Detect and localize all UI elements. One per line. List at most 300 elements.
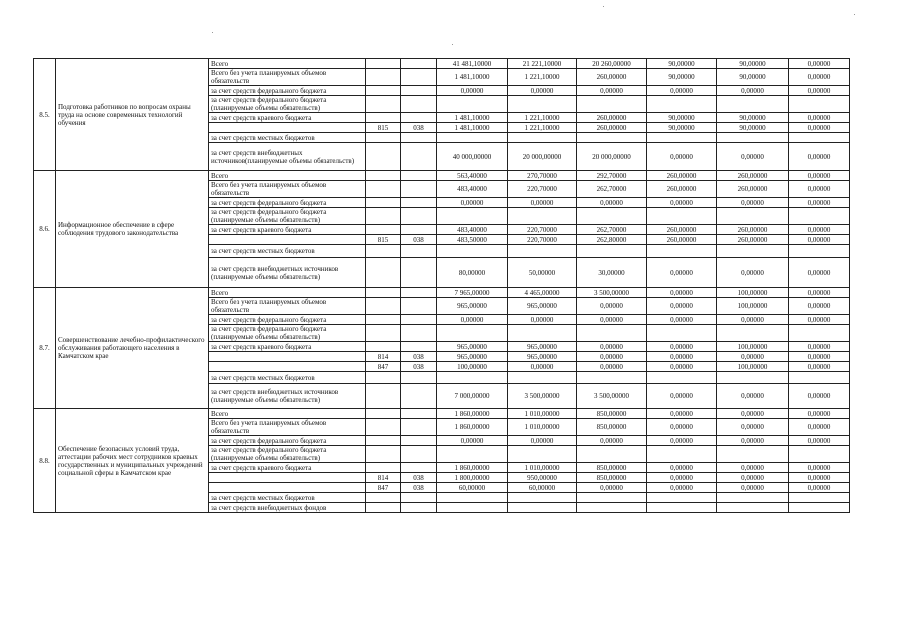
total-value: 1 860,00000 — [437, 419, 508, 436]
total-value: 1 481,10000 — [437, 69, 508, 86]
section-code — [401, 258, 437, 288]
grbs-code — [366, 198, 401, 208]
year3-value: 0,00000 — [647, 86, 717, 96]
section-code: 038 — [401, 235, 437, 245]
year2-value: 0,00000 — [577, 198, 647, 208]
funding-source: Всего — [209, 409, 366, 419]
year5-value: 0,00000 — [789, 86, 850, 96]
year3-value: 260,00000 — [647, 171, 717, 181]
grbs-code: 847 — [366, 483, 401, 493]
year1-value: 20 000,00000 — [508, 143, 577, 171]
section-code — [401, 325, 437, 342]
section-code: 038 — [401, 123, 437, 133]
year4-value — [717, 325, 789, 342]
funding-source: Всего без учета планируемых объемов обязательств — [209, 298, 366, 315]
funding-source: за счет средств местных бюджетов — [209, 372, 366, 384]
funding-source: за счет средств внебюджетных источников (планируемые объемы обязательств) — [209, 258, 366, 288]
year1-value: 1 010,00000 — [508, 419, 577, 436]
year5-value: 0,00000 — [789, 69, 850, 86]
year5-value: 0,00000 — [789, 171, 850, 181]
year3-value — [647, 325, 717, 342]
table-row — [34, 59, 850, 69]
section-code: 038 — [401, 483, 437, 493]
table-row — [34, 288, 850, 298]
funding-source: Всего без учета планируемых объемов обязательств — [209, 419, 366, 436]
year5-value: 0,00000 — [789, 463, 850, 473]
year1-value: 0,00000 — [508, 86, 577, 96]
year2-value: 260,00000 — [577, 123, 647, 133]
year3-value — [647, 133, 717, 143]
section-title: Подготовка работников по вопросам охраны труда на основе современных технологий обучения — [56, 59, 209, 171]
year4-value: 100,00000 — [717, 298, 789, 315]
funding-source: за счет средств федерального бюджета (планируемые объемы обязательств) — [209, 208, 366, 225]
year4-value: 100,00000 — [717, 362, 789, 372]
total-value: 1 860,00000 — [437, 409, 508, 419]
year1-value: 50,00000 — [508, 258, 577, 288]
grbs-code: 814 — [366, 352, 401, 362]
year4-value: 0,00000 — [717, 463, 789, 473]
year2-value — [577, 503, 647, 513]
year4-value: 0,00000 — [717, 86, 789, 96]
total-value: 7 000,00000 — [437, 384, 508, 409]
grbs-code — [366, 446, 401, 463]
year3-value — [647, 96, 717, 113]
section-code — [401, 96, 437, 113]
year3-value: 0,00000 — [647, 419, 717, 436]
section-number: 8.7. — [34, 288, 56, 409]
funding-source: за счет средств внебюджетных источников (планируемые объемы обязательств) — [209, 384, 366, 409]
year3-value: 0,00000 — [647, 483, 717, 493]
year5-value: 0,00000 — [789, 59, 850, 69]
year1-value — [508, 96, 577, 113]
year2-value: 0,00000 — [577, 342, 647, 352]
scan-speck — [212, 32, 213, 33]
total-value: 60,00000 — [437, 483, 508, 493]
year2-value — [577, 96, 647, 113]
year4-value — [717, 245, 789, 258]
year2-value: 20 260,00000 — [577, 59, 647, 69]
year2-value — [577, 446, 647, 463]
scan-speck — [603, 6, 604, 7]
year2-value: 262,80000 — [577, 235, 647, 245]
year1-value — [508, 503, 577, 513]
year2-value: 0,00000 — [577, 436, 647, 446]
year1-value — [508, 446, 577, 463]
year5-value: 0,00000 — [789, 143, 850, 171]
year2-value — [577, 372, 647, 384]
year3-value: 90,00000 — [647, 69, 717, 86]
grbs-code — [366, 315, 401, 325]
year5-value: 0,00000 — [789, 225, 850, 235]
section-number: 8.8. — [34, 409, 56, 513]
grbs-code — [366, 503, 401, 513]
year5-value: 0,00000 — [789, 362, 850, 372]
total-value: 483,40000 — [437, 181, 508, 198]
grbs-code — [366, 258, 401, 288]
year4-value — [717, 208, 789, 225]
grbs-code — [366, 208, 401, 225]
year1-value: 1 221,10000 — [508, 123, 577, 133]
year1-value: 220,70000 — [508, 235, 577, 245]
year5-value: 0,00000 — [789, 409, 850, 419]
year1-value — [508, 245, 577, 258]
total-value — [437, 245, 508, 258]
year3-value — [647, 503, 717, 513]
year1-value: 950,00000 — [508, 473, 577, 483]
year3-value: 0,00000 — [647, 288, 717, 298]
year4-value: 0,00000 — [717, 409, 789, 419]
year5-value — [789, 446, 850, 463]
total-value: 965,00000 — [437, 352, 508, 362]
year2-value — [577, 493, 647, 503]
grbs-code — [366, 288, 401, 298]
total-value: 1 481,10000 — [437, 113, 508, 123]
year2-value: 850,00000 — [577, 409, 647, 419]
grbs-code — [366, 59, 401, 69]
year1-value — [508, 208, 577, 225]
scan-speck — [452, 44, 453, 45]
year5-value: 0,00000 — [789, 315, 850, 325]
grbs-code — [366, 245, 401, 258]
total-value: 1 800,00000 — [437, 473, 508, 483]
year3-value: 260,00000 — [647, 181, 717, 198]
section-title: Информационное обеспечение в сфере соблюдения трудового законодательства — [56, 171, 209, 288]
section-code — [401, 419, 437, 436]
funding-source: за счет средств федерального бюджета (планируемые объемы обязательств) — [209, 96, 366, 113]
year4-value — [717, 493, 789, 503]
total-value: 965,00000 — [437, 342, 508, 352]
year5-value — [789, 245, 850, 258]
funding-source: за счет средств федерального бюджета — [209, 436, 366, 446]
total-value — [437, 503, 508, 513]
funding-source — [209, 235, 366, 245]
grbs-code — [366, 133, 401, 143]
year3-value — [647, 208, 717, 225]
section-code — [401, 143, 437, 171]
year5-value — [789, 208, 850, 225]
funding-source — [209, 352, 366, 362]
section-code: 038 — [401, 352, 437, 362]
year5-value: 0,00000 — [789, 473, 850, 483]
grbs-code — [366, 225, 401, 235]
section-code — [401, 113, 437, 123]
total-value — [437, 372, 508, 384]
section-title: Совершенствование лечебно-профилактического обслуживания работающего населения в Камчатском крае — [56, 288, 209, 409]
year3-value: 0,00000 — [647, 362, 717, 372]
total-value: 483,40000 — [437, 225, 508, 235]
year4-value — [717, 133, 789, 143]
funding-source — [209, 123, 366, 133]
year1-value — [508, 493, 577, 503]
year4-value: 0,00000 — [717, 352, 789, 362]
section-code — [401, 133, 437, 143]
year1-value: 0,00000 — [508, 315, 577, 325]
year3-value: 0,00000 — [647, 198, 717, 208]
year3-value — [647, 372, 717, 384]
year1-value: 1 221,10000 — [508, 113, 577, 123]
year1-value: 1 221,10000 — [508, 69, 577, 86]
year1-value: 4 465,00000 — [508, 288, 577, 298]
funding-source: за счет средств местных бюджетов — [209, 493, 366, 503]
year1-value: 220,70000 — [508, 181, 577, 198]
year5-value — [789, 96, 850, 113]
total-value: 0,00000 — [437, 436, 508, 446]
section-code — [401, 69, 437, 86]
year4-value: 0,00000 — [717, 483, 789, 493]
total-value — [437, 208, 508, 225]
year3-value: 0,00000 — [647, 258, 717, 288]
grbs-code: 815 — [366, 235, 401, 245]
year4-value: 0,00000 — [717, 258, 789, 288]
year2-value: 0,00000 — [577, 86, 647, 96]
year5-value: 0,00000 — [789, 288, 850, 298]
year5-value — [789, 503, 850, 513]
year5-value: 0,00000 — [789, 298, 850, 315]
year1-value — [508, 133, 577, 143]
year3-value: 0,00000 — [647, 315, 717, 325]
funding-source: Всего без учета планируемых объемов обязательств — [209, 181, 366, 198]
total-value: 563,40000 — [437, 171, 508, 181]
total-value: 41 481,10000 — [437, 59, 508, 69]
year2-value: 262,70000 — [577, 225, 647, 235]
year1-value: 965,00000 — [508, 298, 577, 315]
year3-value — [647, 245, 717, 258]
total-value: 483,50000 — [437, 235, 508, 245]
year4-value: 0,00000 — [717, 473, 789, 483]
year5-value: 0,00000 — [789, 258, 850, 288]
year5-value: 0,00000 — [789, 419, 850, 436]
year3-value: 0,00000 — [647, 342, 717, 352]
grbs-code — [366, 298, 401, 315]
funding-source: Всего без учета планируемых объемов обязательств — [209, 69, 366, 86]
section-code — [401, 315, 437, 325]
grbs-code — [366, 96, 401, 113]
grbs-code: 814 — [366, 473, 401, 483]
funding-source: за счет средств краевого бюджета — [209, 113, 366, 123]
total-value — [437, 446, 508, 463]
year3-value: 0,00000 — [647, 473, 717, 483]
year3-value: 0,00000 — [647, 436, 717, 446]
section-code — [401, 342, 437, 352]
year4-value: 0,00000 — [717, 384, 789, 409]
section-code — [401, 298, 437, 315]
grbs-code — [366, 493, 401, 503]
year4-value: 90,00000 — [717, 113, 789, 123]
year1-value — [508, 372, 577, 384]
year2-value: 0,00000 — [577, 362, 647, 372]
funding-source: за счет средств краевого бюджета — [209, 225, 366, 235]
year3-value: 0,00000 — [647, 298, 717, 315]
funding-source: за счет средств местных бюджетов — [209, 245, 366, 258]
section-code — [401, 288, 437, 298]
year4-value: 90,00000 — [717, 59, 789, 69]
year1-value: 220,70000 — [508, 225, 577, 235]
year4-value — [717, 446, 789, 463]
year4-value — [717, 503, 789, 513]
year1-value: 1 010,00000 — [508, 409, 577, 419]
total-value: 965,00000 — [437, 298, 508, 315]
year4-value — [717, 96, 789, 113]
section-title: Обеспечение безопасных условий труда, аттестации рабочих мест сотрудников краевых государственных и муниципальных учреждений социальной сферы в Камчатском крае — [56, 409, 209, 513]
section-code — [401, 245, 437, 258]
year4-value — [717, 372, 789, 384]
year2-value: 260,00000 — [577, 113, 647, 123]
section-code — [401, 409, 437, 419]
funding-source: за счет средств внебюджетных фондов — [209, 503, 366, 513]
year2-value — [577, 325, 647, 342]
year4-value: 260,00000 — [717, 181, 789, 198]
grbs-code — [366, 69, 401, 86]
section-code — [401, 463, 437, 473]
grbs-code — [366, 113, 401, 123]
year5-value: 0,00000 — [789, 113, 850, 123]
section-code — [401, 59, 437, 69]
section-code — [401, 384, 437, 409]
section-code — [401, 436, 437, 446]
total-value: 0,00000 — [437, 86, 508, 96]
funding-source: за счет средств федерального бюджета (планируемые объемы обязательств) — [209, 446, 366, 463]
section-number: 8.5. — [34, 59, 56, 171]
year4-value: 90,00000 — [717, 69, 789, 86]
year5-value — [789, 133, 850, 143]
total-value: 1 481,10000 — [437, 123, 508, 133]
grbs-code: 847 — [366, 362, 401, 372]
year2-value — [577, 208, 647, 225]
year5-value: 0,00000 — [789, 123, 850, 133]
year3-value — [647, 493, 717, 503]
grbs-code — [366, 463, 401, 473]
year3-value: 0,00000 — [647, 143, 717, 171]
section-code — [401, 446, 437, 463]
total-value — [437, 96, 508, 113]
funding-source: за счет средств федерального бюджета — [209, 86, 366, 96]
year5-value — [789, 493, 850, 503]
year1-value: 965,00000 — [508, 342, 577, 352]
year5-value: 0,00000 — [789, 342, 850, 352]
year4-value: 260,00000 — [717, 235, 789, 245]
year2-value: 262,70000 — [577, 181, 647, 198]
year2-value — [577, 133, 647, 143]
grbs-code — [366, 86, 401, 96]
year2-value: 3 500,00000 — [577, 384, 647, 409]
funding-source: за счет средств федерального бюджета (планируемые объемы обязательств) — [209, 325, 366, 342]
year2-value: 3 500,00000 — [577, 288, 647, 298]
year1-value: 0,00000 — [508, 198, 577, 208]
funding-source: за счет средств федерального бюджета — [209, 198, 366, 208]
section-code — [401, 208, 437, 225]
year4-value: 0,00000 — [717, 143, 789, 171]
year4-value: 100,00000 — [717, 288, 789, 298]
section-code — [401, 171, 437, 181]
funding-source: за счет средств краевого бюджета — [209, 463, 366, 473]
year5-value: 0,00000 — [789, 235, 850, 245]
year5-value: 0,00000 — [789, 436, 850, 446]
grbs-code — [366, 171, 401, 181]
funding-source: за счет средств местных бюджетов — [209, 133, 366, 143]
budget-table — [33, 58, 850, 513]
year2-value: 292,70000 — [577, 171, 647, 181]
year5-value — [789, 325, 850, 342]
grbs-code — [366, 325, 401, 342]
total-value — [437, 133, 508, 143]
year1-value: 0,00000 — [508, 362, 577, 372]
year5-value: 0,00000 — [789, 483, 850, 493]
total-value: 0,00000 — [437, 315, 508, 325]
year3-value: 260,00000 — [647, 235, 717, 245]
year3-value: 0,00000 — [647, 409, 717, 419]
grbs-code — [366, 419, 401, 436]
year2-value: 30,00000 — [577, 258, 647, 288]
section-code — [401, 86, 437, 96]
section-code — [401, 225, 437, 235]
year4-value: 260,00000 — [717, 171, 789, 181]
year2-value: 260,00000 — [577, 69, 647, 86]
scan-speck — [854, 14, 855, 15]
year2-value: 20 000,00000 — [577, 143, 647, 171]
year1-value: 0,00000 — [508, 436, 577, 446]
funding-source: за счет средств федерального бюджета — [209, 315, 366, 325]
grbs-code — [366, 384, 401, 409]
year5-value: 0,00000 — [789, 384, 850, 409]
total-value: 0,00000 — [437, 198, 508, 208]
total-value: 1 860,00000 — [437, 463, 508, 473]
grbs-code — [366, 409, 401, 419]
year1-value — [508, 325, 577, 342]
year1-value: 270,70000 — [508, 171, 577, 181]
year2-value: 0,00000 — [577, 352, 647, 362]
section-code: 038 — [401, 362, 437, 372]
year3-value: 90,00000 — [647, 123, 717, 133]
year2-value: 850,00000 — [577, 463, 647, 473]
table-row — [34, 409, 850, 419]
year3-value: 0,00000 — [647, 352, 717, 362]
year4-value: 0,00000 — [717, 419, 789, 436]
grbs-code — [366, 181, 401, 198]
funding-source — [209, 362, 366, 372]
year3-value: 90,00000 — [647, 113, 717, 123]
section-code: 038 — [401, 473, 437, 483]
funding-source: за счет средств внебюджетных источников(планируемые объемы обязательств) — [209, 143, 366, 171]
grbs-code — [366, 436, 401, 446]
section-code — [401, 503, 437, 513]
table-row — [34, 171, 850, 181]
funding-source: за счет средств краевого бюджета — [209, 342, 366, 352]
total-value — [437, 325, 508, 342]
grbs-code — [366, 143, 401, 171]
section-code — [401, 198, 437, 208]
year3-value: 260,00000 — [647, 225, 717, 235]
year1-value: 3 500,00000 — [508, 384, 577, 409]
year3-value: 0,00000 — [647, 463, 717, 473]
year2-value: 0,00000 — [577, 298, 647, 315]
year1-value: 60,00000 — [508, 483, 577, 493]
total-value — [437, 493, 508, 503]
year5-value: 0,00000 — [789, 181, 850, 198]
year5-value — [789, 372, 850, 384]
year5-value: 0,00000 — [789, 352, 850, 362]
year4-value: 0,00000 — [717, 436, 789, 446]
total-value: 100,00000 — [437, 362, 508, 372]
year3-value: 0,00000 — [647, 384, 717, 409]
year2-value: 0,00000 — [577, 483, 647, 493]
grbs-code: 815 — [366, 123, 401, 133]
grbs-code — [366, 372, 401, 384]
section-code — [401, 181, 437, 198]
year4-value: 90,00000 — [717, 123, 789, 133]
section-code — [401, 493, 437, 503]
year2-value: 0,00000 — [577, 315, 647, 325]
grbs-code — [366, 342, 401, 352]
